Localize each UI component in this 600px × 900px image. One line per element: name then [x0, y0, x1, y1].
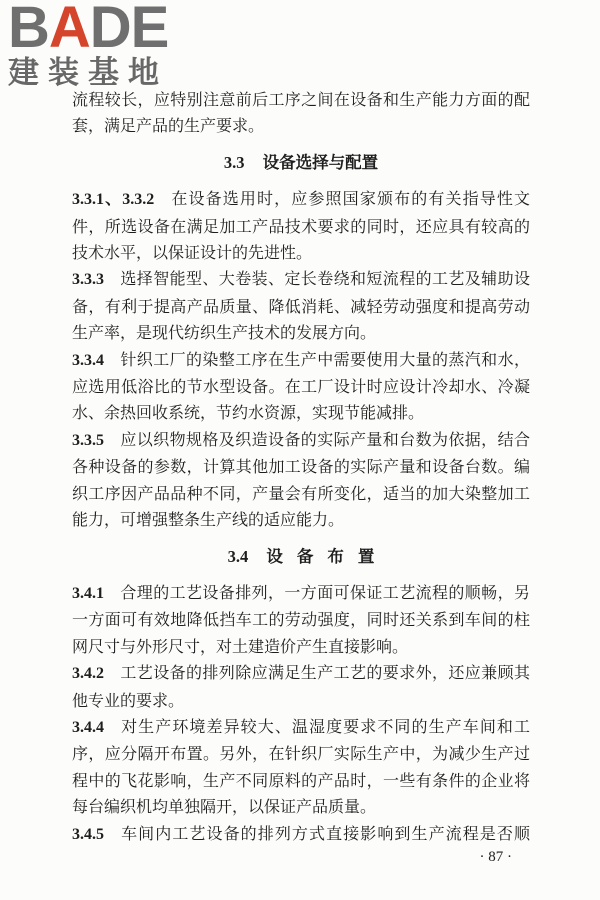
section-title: 设 备 布 置: [266, 546, 375, 566]
clause-number: 3.3.1、3.3.2: [72, 191, 155, 209]
clause-number: 3.3.5: [72, 431, 104, 449]
page-number: · 87 ·: [479, 849, 512, 865]
clause-number: 3.4.2: [72, 665, 104, 683]
clause-3-4-2: [72, 660, 530, 714]
section-number: 3.3: [223, 152, 245, 172]
logo-wordmark: [8, 0, 169, 60]
clause-3-3-1: [72, 186, 530, 266]
clause-text: 合理的工艺设备排列，一方面可保证工艺流程的顺畅，另一方面可有效地降低挡车工的劳动强度，同时还关系到车间的柱网尺寸与外形尺寸，对土建造价产生直接影响。: [72, 582, 530, 656]
clause-3-4-4: [72, 714, 530, 821]
section-title: 设备选择与配置: [262, 152, 379, 172]
clause-number: 3.4.1: [72, 584, 104, 602]
section-heading-3-4: [72, 544, 530, 570]
bade-logo: [8, 2, 168, 91]
clause-number: 3.3.4: [72, 351, 104, 369]
clause-number: 3.4.4: [72, 718, 104, 736]
page-body: [72, 87, 530, 848]
logo-letter-b: B: [8, 0, 49, 60]
clause-text: 针织工厂的染整工序在生产中需要使用大量的蒸汽和水，应选用低浴比的节水型设备。在工厂设计时应设计冷却水、冷凝水、余热回收系统，节约水资源，实现节能减排。: [72, 349, 530, 423]
clause-text: 选择智能型、大卷装、定长卷绕和短流程的工艺及辅助设备，有利于提高产品质量、降低消耗、减轻劳动强度和提高劳动生产率，是现代纺织生产技术的发展方向。: [72, 269, 530, 343]
continued-paragraph: 流程较长，应特别注意前后工序之间在设备和生产能力方面的配套，满足产品的生产要求。: [72, 90, 530, 136]
clause-text: 在设备选用时，应参照国家颁布的有关指导性文件，所选设备在满足加工产品技术要求的同时，还应具有较高的技术水平，以保证设计的先进性。: [72, 189, 530, 263]
clause-text: 车间内工艺设备的排列方式直接影响到生产流程是否顺: [120, 823, 530, 843]
clause-3-4-5: [72, 821, 530, 848]
clause-text: 应以织物规格及织造设备的实际产量和台数为依据，结合各种设备的参数，计算其他加工设备的实际产量和设备台数。编织工序因产品品种不同，产量会有所变化，适当的加大染整加工能力，可增强整条生产线的适应能力。: [72, 429, 530, 530]
logo-letter-e: E: [130, 0, 169, 60]
clause-number: 3.4.5: [72, 825, 104, 843]
clause-3-3-3: [72, 266, 530, 346]
clause-text: 工艺设备的排列除应满足生产工艺的要求外，还应兼顾其他专业的要求。: [72, 663, 530, 710]
clause-number: 3.3.3: [72, 271, 104, 289]
clause-3-3-4: [72, 347, 530, 427]
clause-text: 对生产环境差异较大、温湿度要求不同的生产车间和工序，应分隔开布置。另外，在针织厂实际生产中，为减少生产过程中的飞花影响，生产不同原料的产品时，一些有条件的企业将每台编织机均单独隔开，以保证产品质量。: [72, 716, 530, 817]
clause-3-3-5: [72, 427, 530, 534]
section-heading-3-3: [72, 150, 530, 176]
section-number: 3.4: [227, 546, 249, 566]
logo-tagline: 建装基地: [8, 55, 168, 91]
clause-3-4-1: [72, 580, 530, 660]
logo-letter-a: A: [48, 0, 90, 60]
logo-letter-d: D: [89, 0, 131, 60]
